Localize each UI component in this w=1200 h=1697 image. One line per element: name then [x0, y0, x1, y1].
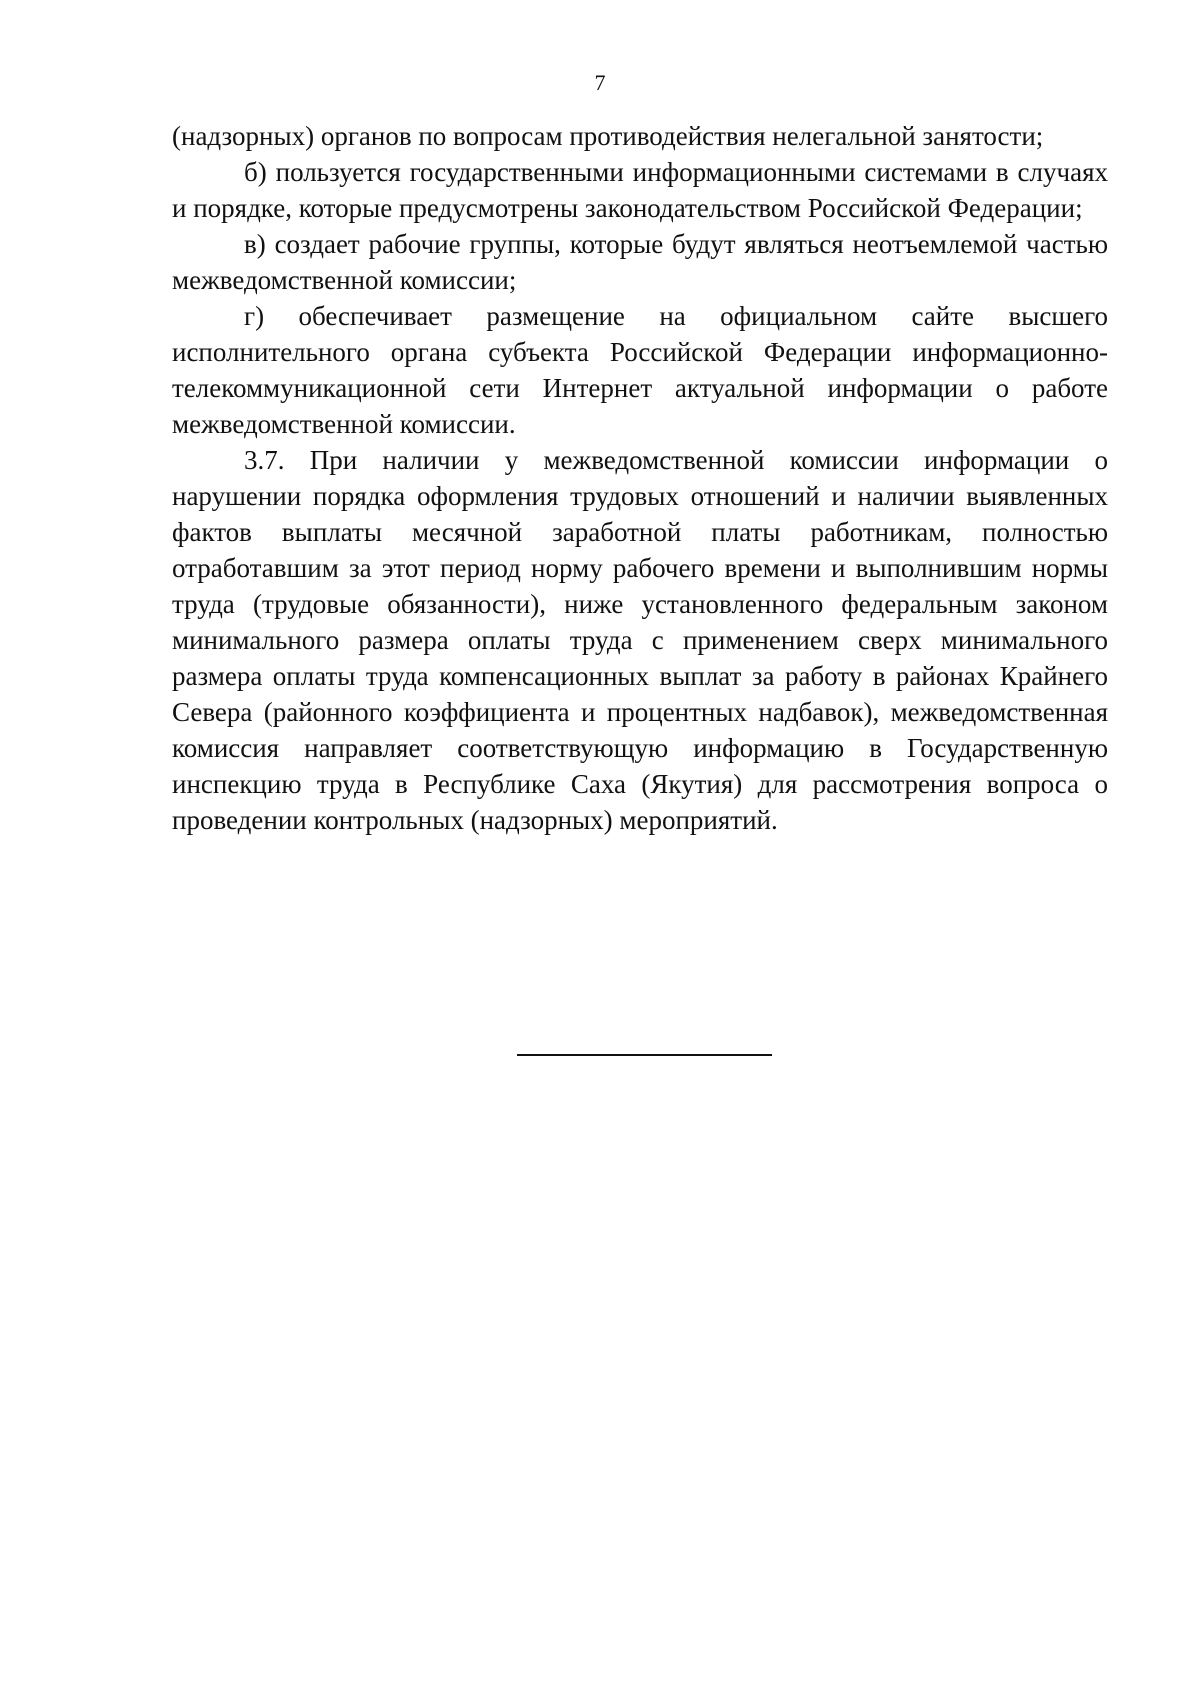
end-divider-line: [517, 1054, 772, 1056]
paragraph-clause-3-7: 3.7. При наличии у межведомственной комиссии информации о нарушении порядка оформления трудовых отношений и наличии выявленных фактов выплаты месячной заработной платы работникам, полностью отработавшим за этот период норму рабочего времени и выполнившим нормы труда (трудовые обязанности), ниже установленного федеральным законом минимального размера оплаты труда с применением сверх минимального размера оплаты труда компенсационных выплат за работу в районах Крайнего Севера (районного коэффициента и процентных надбавок), межведомственная комиссия направляет соответствующую информацию в Государственную инспекцию труда в Республике Саха (Якутия) для рассмотрения вопроса о проведении контрольных (надзорных) мероприятий.: [172, 445, 1108, 835]
paragraph-item-g: г) обеспечивает размещение на официальном сайте высшего исполнительного органа субъекта Российской Федерации информационно-телекоммуникационной сети Интернет актуальной информации о работе межведомственной комиссии.: [172, 301, 1108, 439]
paragraph-continuation: (надзорных) органов по вопросам противодействия нелегальной занятости;: [172, 121, 1044, 151]
paragraph-item-v: в) создает рабочие группы, которые будут являться неотъемлемой частью межведомственной комиссии;: [172, 229, 1108, 295]
paragraph-item-b: б) пользуется государственными информационными системами в случаях и порядке, которые предусмотрены законодательством Российской Федерации;: [172, 157, 1108, 223]
page-number: 7: [594, 70, 606, 95]
document-body: [172, 118, 1108, 838]
